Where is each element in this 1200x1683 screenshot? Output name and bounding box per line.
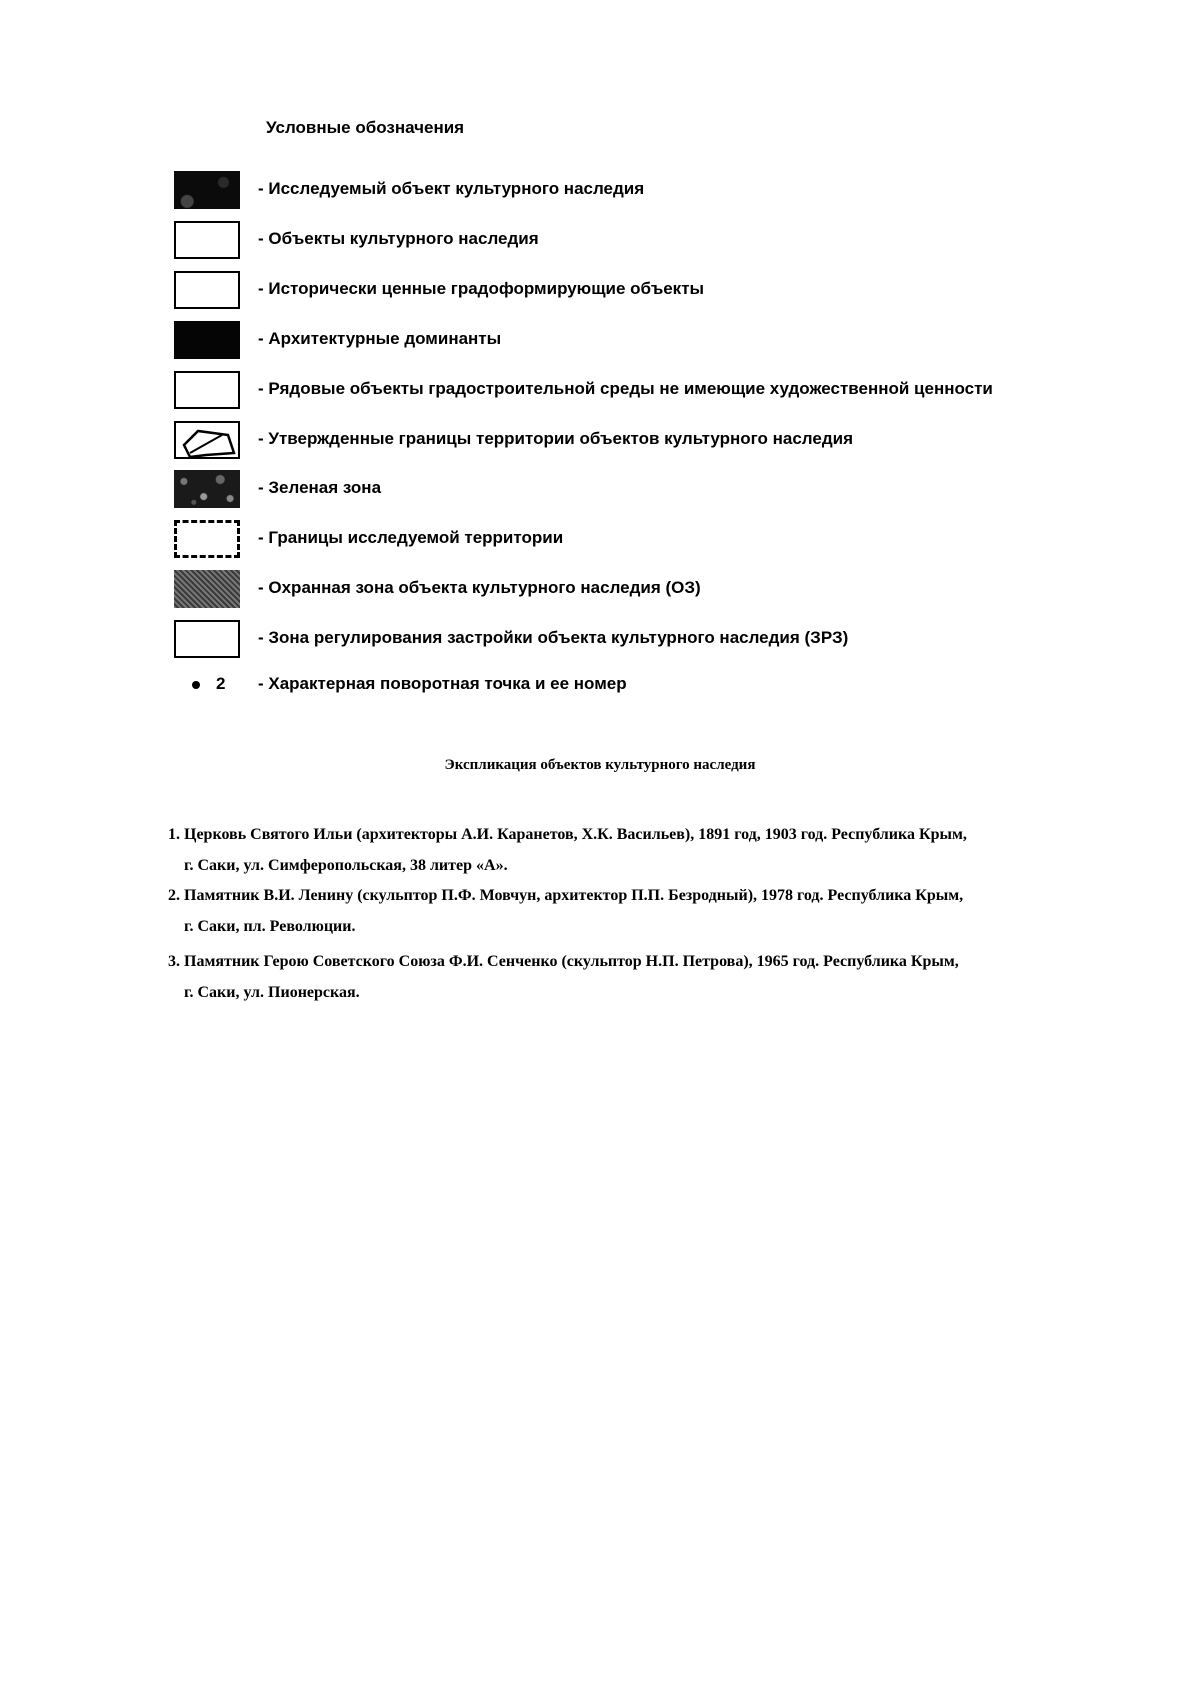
legend-symbol-protection (174, 570, 240, 608)
point-marker-number: 2 (216, 674, 226, 693)
explication-line: 1. Церковь Святого Ильи (архитекторы А.И. Каранетов, Х.К. Васильев), 1891 год, 1903 год. Республика Крым, (168, 826, 967, 843)
explication-item (168, 946, 1128, 1008)
legend-symbol-solid (174, 321, 240, 359)
legend-item-green-zone (170, 470, 1150, 512)
explication-item (168, 819, 1128, 881)
legend-item-turning-point (170, 666, 1150, 708)
legend-symbol-green (174, 470, 240, 508)
explication-line: 2. Памятник В.И. Ленину (скульптор П.Ф. Мовчун, архитектор П.П. Безродный), 1978 год. Республика Крым, (168, 887, 964, 904)
legend-symbol-outline (174, 371, 240, 409)
legend-symbol-outline (174, 620, 240, 658)
legend-item-study-boundaries (170, 520, 1150, 562)
legend-item-label: - Зона регулирования застройки объекта культурного наследия (ЗРЗ) (258, 628, 849, 647)
legend-item-label: - Исторически ценные градоформирующие объекты (258, 279, 705, 298)
explication-item (168, 880, 1128, 942)
legend-item-label: - Границы исследуемой территории (258, 528, 564, 547)
legend-item-approved-boundaries (170, 421, 1150, 463)
legend-item-dominants (170, 321, 1150, 363)
legend-symbol-dot (192, 674, 252, 698)
legend-item-label: - Характерная поворотная точка и ее номер (258, 674, 627, 693)
legend-title: Условные обозначения (266, 118, 465, 137)
legend-item-label: - Рядовые объекты градостроительной среды не имеющие художественной ценности (258, 379, 993, 398)
legend-item-label: - Объекты культурного наследия (258, 229, 539, 248)
explication-title: Экспликация объектов культурного наследия (444, 757, 756, 773)
legend-symbol-dashed (174, 520, 240, 558)
legend-item-label: - Зеленая зона (258, 478, 382, 497)
explication-line: 3. Памятник Герою Советского Союза Ф.И. Сенченко (скульптор Н.П. Петрова), 1965 год. Республика Крым, (168, 953, 959, 970)
legend-item-heritage-objects (170, 221, 1150, 263)
legend-item-label: - Охранная зона объекта культурного наследия (ОЗ) (258, 578, 701, 597)
legend-item-label: - Архитектурные доминанты (258, 329, 502, 348)
legend-item-label: - Утвержденные границы территории объектов культурного наследия (258, 429, 853, 448)
explication-line: г. Саки, ул. Симферопольская, 38 литер «А». (184, 857, 508, 874)
legend-item-regulation-zone (170, 620, 1150, 662)
legend-symbol-outline (174, 271, 240, 309)
legend-item-ordinary-objects (170, 371, 1150, 413)
legend-symbol-solid-mottled (174, 171, 240, 209)
legend-item-studied-object (170, 171, 1150, 213)
legend-symbol-hatched-outline (174, 421, 240, 459)
explication-line: г. Саки, ул. Пионерская. (184, 984, 360, 1001)
point-marker-icon (192, 681, 200, 689)
boundary-shape-icon (176, 423, 242, 461)
legend-item-protection-zone (170, 570, 1150, 612)
legend-item-historic-objects (170, 271, 1150, 313)
explication-line: г. Саки, пл. Революции. (184, 918, 356, 935)
legend-symbol-outline (174, 221, 240, 259)
legend-item-label: - Исследуемый объект культурного наследия (258, 179, 645, 198)
